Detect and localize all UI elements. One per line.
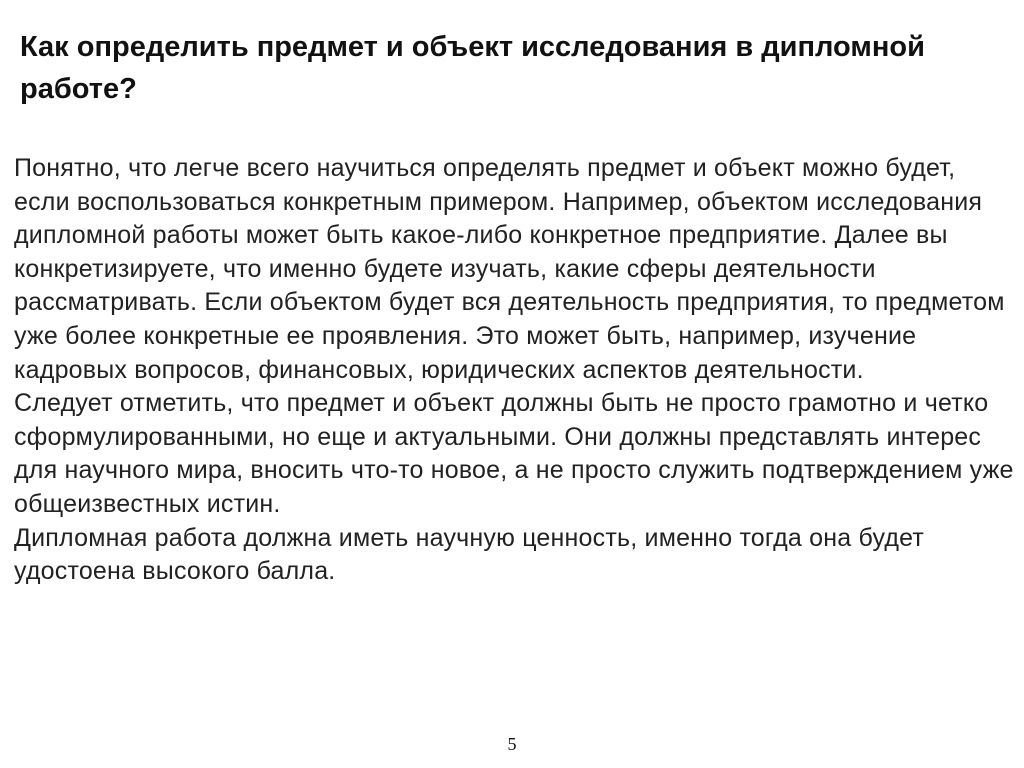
body-paragraph: Понятно, что легче всего научиться определять предмет и объект можно будет, если воспользоваться конкретным примером. Например, объектом исследования дипломной работы может быть какое-либо конкретное предприятие. Далее вы конкретизируете, что именно будете изучать, какие сферы деятельности рассматривать. Если объектом будет вся деятельность предприятия, то предметом уже более конкретные ее проявления. Это может быть, например, изучение кадровых вопросов, финансовых, юридических аспектов деятельности. bbox=[14, 154, 1005, 384]
body-paragraph: Дипломная работа должна иметь научную ценность, именно тогда она будет удостоена высокого балла. bbox=[14, 523, 925, 586]
slide-title: Как определить предмет и объект исследования в дипломной работе? bbox=[20, 31, 925, 105]
page-number: 5 bbox=[507, 734, 517, 754]
body-paragraph: Следует отметить, что предмет и объект должны быть не просто грамотно и четко сформулированными, но еще и актуальными. Они должны представлять интерес для научного мира, вносить что-то новое, а не просто служить подтверждением уже общеизвестных истин. bbox=[14, 389, 1014, 518]
slide-body bbox=[14, 152, 1014, 589]
